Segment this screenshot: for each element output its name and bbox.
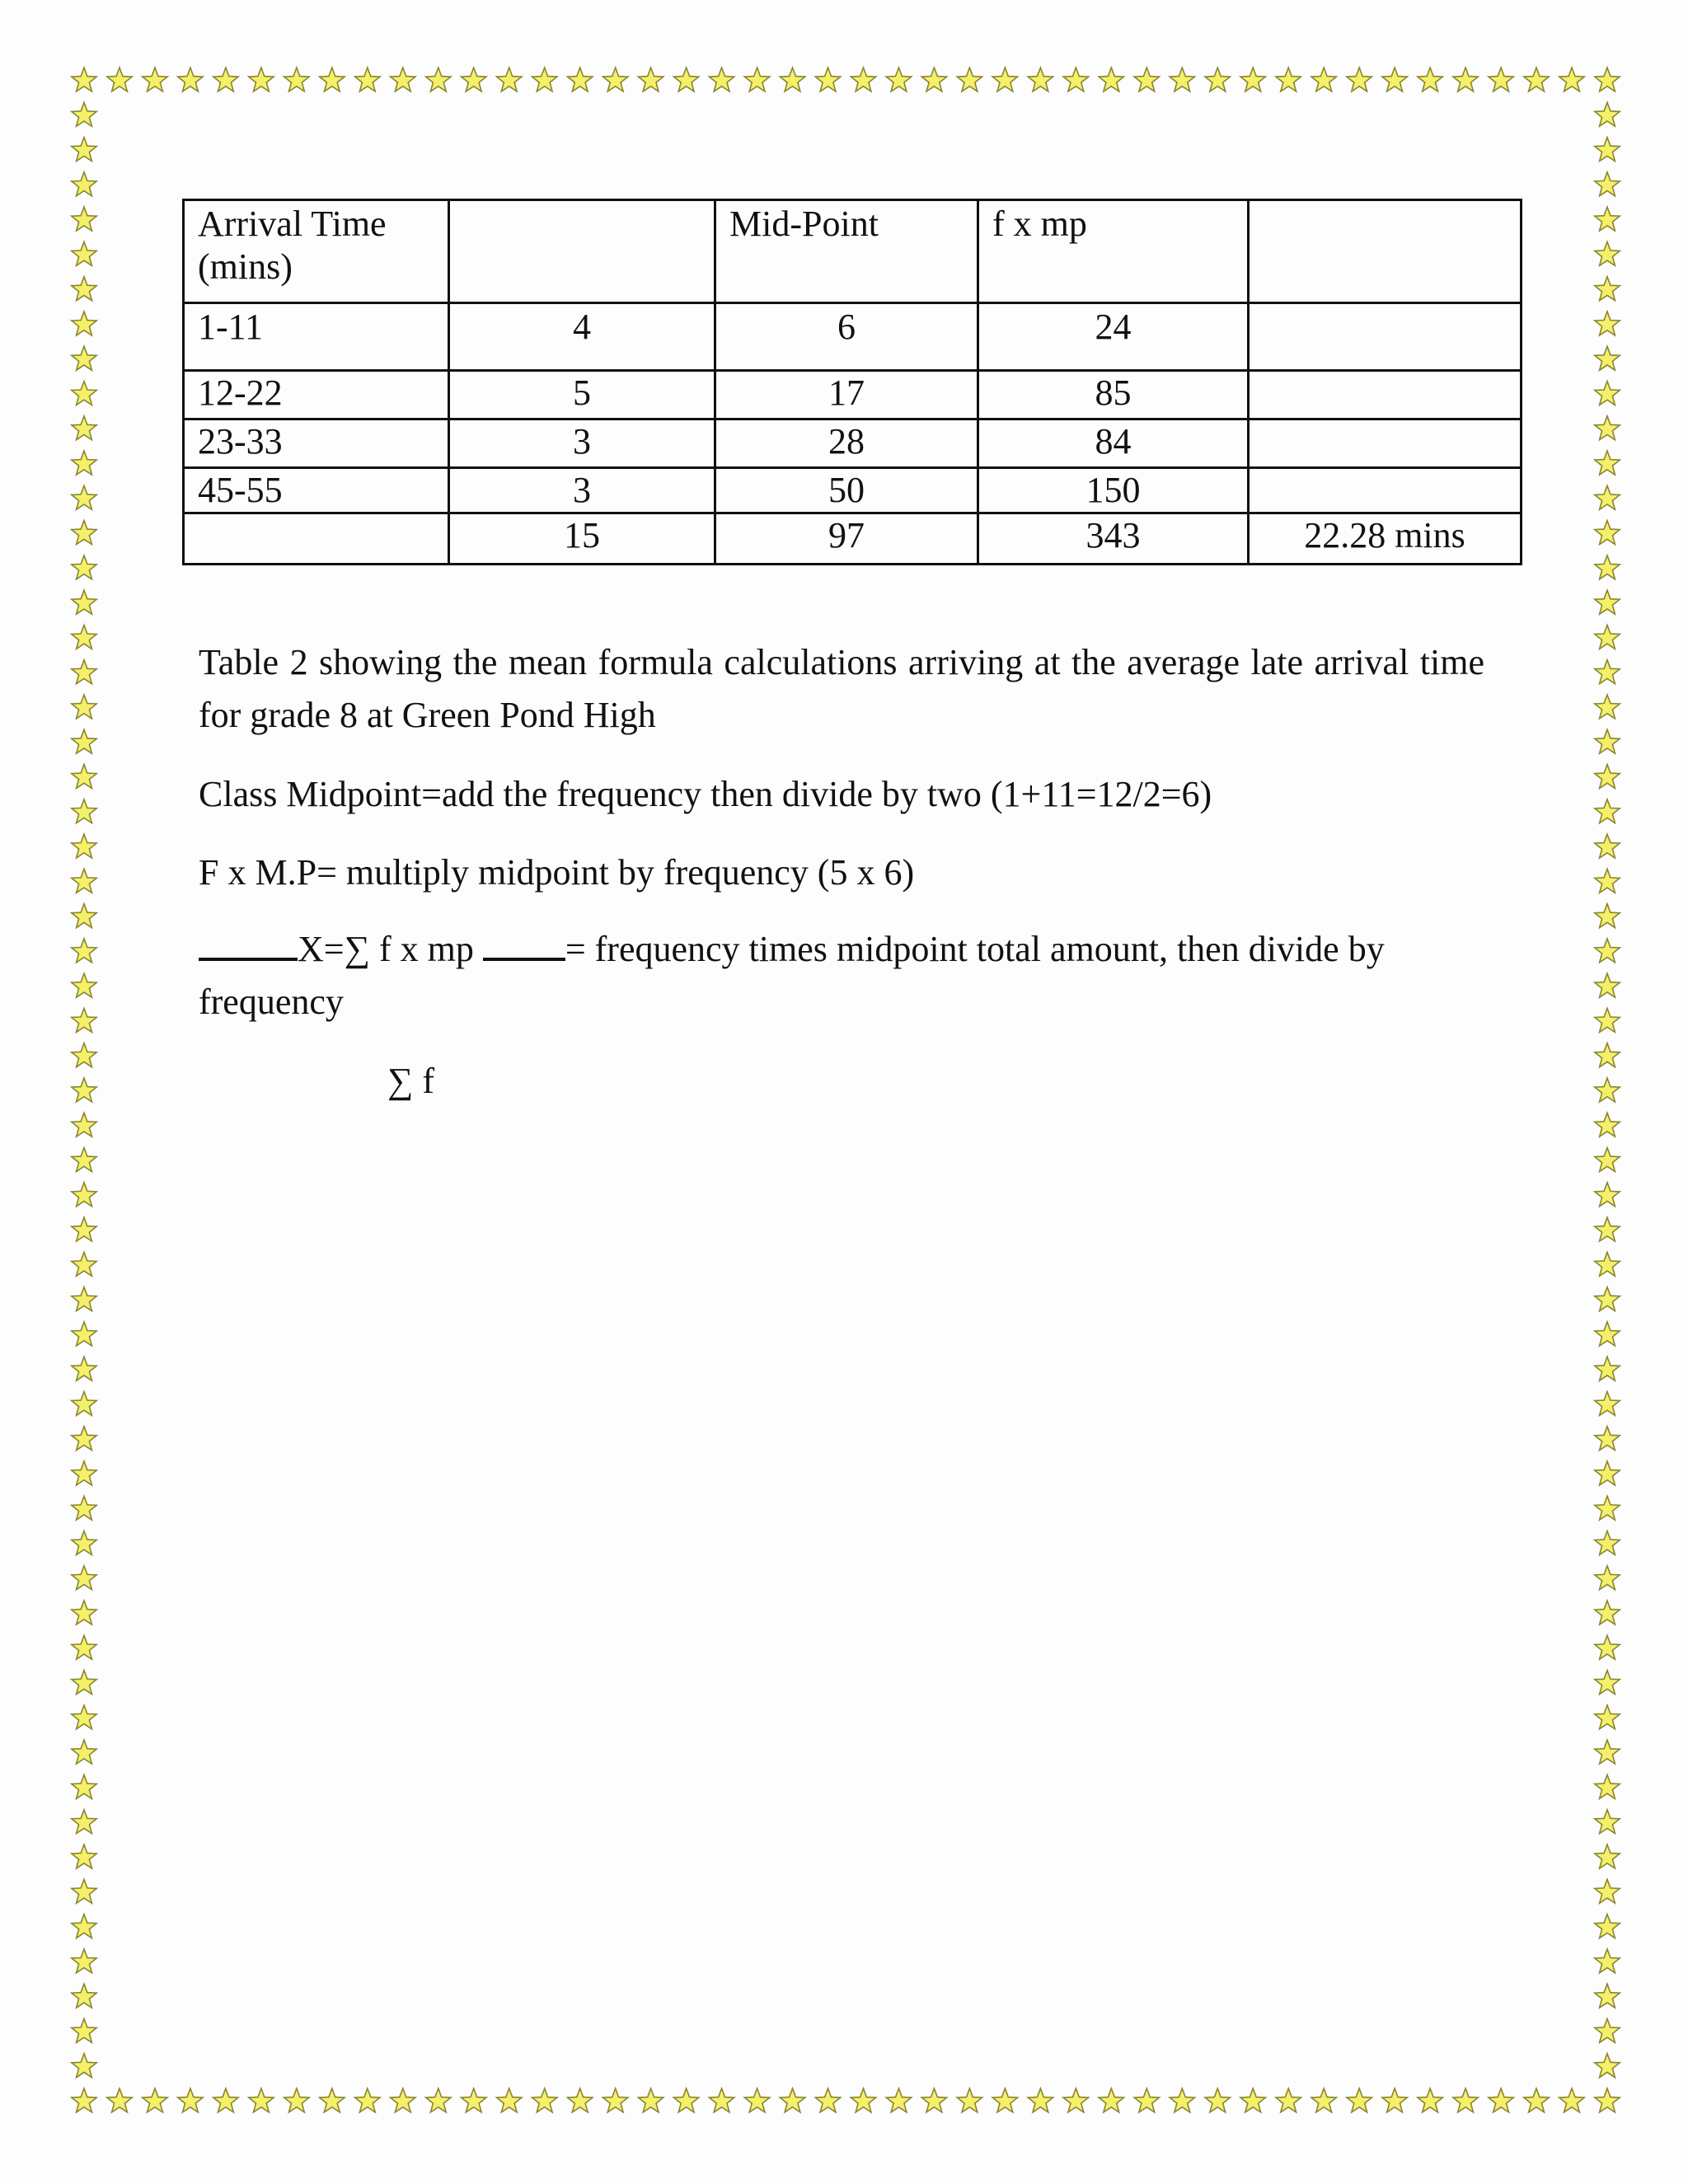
border-star-icon [72, 102, 96, 126]
border-star-icon [72, 1984, 96, 2008]
border-star-icon [1595, 1775, 1620, 1799]
border-star-icon [391, 2088, 415, 2112]
border-star-icon [72, 1183, 96, 1207]
border-star-icon [72, 1461, 96, 1485]
border-star-icon [72, 68, 96, 91]
border-star-icon [249, 2088, 274, 2112]
table-row [184, 371, 1522, 419]
border-star-icon [72, 765, 96, 789]
border-star-icon [1595, 1740, 1620, 1764]
border-star-icon [1595, 939, 1620, 963]
border-star-icon [72, 1496, 96, 1520]
border-star-icon [72, 1287, 96, 1311]
border-star-icon [1595, 1148, 1620, 1172]
border-star-icon [72, 1427, 96, 1451]
border-star-icon [72, 555, 96, 579]
border-star-icon [1595, 1566, 1620, 1590]
border-star-icon [72, 451, 96, 475]
border-star-icon [1595, 1531, 1620, 1555]
formula-continuation: frequency [199, 982, 344, 1022]
border-star-icon [1595, 695, 1620, 719]
border-star-icon [1595, 834, 1620, 858]
cell-f-x-mp: 84 [978, 419, 1249, 468]
border-star-icon [72, 1392, 96, 1416]
border-star-icon [1595, 625, 1620, 649]
border-star-icon [1595, 172, 1620, 196]
border-star-icon [957, 2088, 982, 2112]
border-star-icon [1595, 1601, 1620, 1624]
border-star-icon [1311, 68, 1336, 91]
border-star-icon [780, 2088, 805, 2112]
border-star-icon [1595, 312, 1620, 335]
border-star-icon [1595, 1217, 1620, 1241]
formula-numerator: ∑ f x mp [344, 929, 474, 969]
border-star-icon [1063, 2088, 1089, 2112]
header-frequency [449, 200, 715, 303]
border-star-icon [72, 485, 96, 509]
border-star-icon [72, 660, 96, 684]
cell-frequency-total: 15 [449, 513, 715, 565]
border-star-icon [1205, 68, 1231, 91]
border-star-icon [1595, 1496, 1620, 1520]
cell-frequency: 5 [449, 371, 715, 419]
table-total-row [184, 513, 1522, 565]
cell-f-x-mp: 85 [978, 371, 1249, 419]
border-star-icon [1595, 660, 1620, 684]
border-star-icon [1453, 2088, 1478, 2112]
border-star-icon [497, 2088, 522, 2112]
cell-mean [1249, 303, 1522, 371]
formula-blank [483, 953, 565, 961]
border-star-icon [638, 68, 663, 91]
border-star-icon [673, 68, 698, 91]
border-star-icon [72, 1601, 96, 1624]
border-star-icon [1595, 277, 1620, 301]
border-star-icon [497, 68, 522, 91]
border-star-icon [851, 68, 875, 91]
mean-formula-line [199, 923, 1385, 976]
border-star-icon [107, 68, 132, 91]
border-star-icon [1595, 1078, 1620, 1102]
border-star-icon [780, 68, 805, 91]
border-star-icon [815, 2088, 840, 2112]
header-mean [1249, 200, 1522, 303]
border-star-icon [355, 68, 380, 91]
table-row [184, 419, 1522, 468]
border-star-icon [72, 1879, 96, 1903]
border-star-icon [72, 1357, 96, 1380]
border-star-icon [1595, 590, 1620, 614]
border-star-icon [72, 312, 96, 335]
border-star-icon [1524, 2088, 1550, 2112]
cell-mean [1249, 468, 1522, 513]
border-star-icon [143, 68, 168, 91]
border-star-icon [1063, 68, 1089, 91]
border-star-icon [1595, 1113, 1620, 1137]
border-star-icon [72, 799, 96, 823]
border-star-icon [72, 1810, 96, 1834]
border-star-icon [72, 1252, 96, 1276]
border-star-icon [1418, 2088, 1442, 2112]
border-star-icon [249, 68, 274, 91]
border-star-icon [355, 2088, 380, 2112]
border-star-icon [992, 2088, 1017, 2112]
border-star-icon [1595, 729, 1620, 753]
border-star-icon [72, 1844, 96, 1868]
border-star-icon [1595, 1252, 1620, 1276]
border-star-icon [603, 2088, 628, 2112]
border-star-icon [72, 1740, 96, 1764]
border-star-icon [72, 973, 96, 997]
border-star-icon [1382, 68, 1408, 91]
border-star-icon [1559, 2088, 1584, 2112]
border-star-icon [72, 904, 96, 928]
border-star-icon [72, 521, 96, 545]
border-star-icon [1099, 2088, 1123, 2112]
border-star-icon [1595, 2088, 1620, 2112]
border-star-icon [1595, 102, 1620, 126]
border-star-icon [72, 382, 96, 405]
fxmp-explanation: F x M.P= multiply midpoint by frequency (5 x 6) [199, 852, 915, 893]
border-star-icon [1595, 904, 1620, 928]
border-star-icon [1595, 1844, 1620, 1868]
border-star-icon [72, 1705, 96, 1729]
border-star-icon [603, 68, 628, 91]
header-mid-point: Mid-Point [715, 200, 978, 303]
border-star-icon [72, 172, 96, 196]
border-star-icon [1595, 1183, 1620, 1207]
border-star-icon [1240, 2088, 1265, 2112]
cell-class [184, 513, 449, 565]
border-star-icon [72, 1008, 96, 1032]
border-star-icon [143, 2088, 168, 2112]
border-star-icon [1595, 1810, 1620, 1834]
border-star-icon [320, 2088, 345, 2112]
border-star-icon [1595, 1008, 1620, 1032]
border-star-icon [72, 2018, 96, 2042]
border-star-icon [107, 2088, 132, 2112]
border-star-icon [1205, 2088, 1231, 2112]
border-star-icon [178, 2088, 203, 2112]
border-star-icon [1311, 2088, 1336, 2112]
cell-mid-point: 17 [715, 371, 978, 419]
cell-mid-point: 6 [715, 303, 978, 371]
border-star-icon [921, 68, 947, 91]
border-star-icon [1595, 1287, 1620, 1311]
border-star-icon [72, 1148, 96, 1172]
border-star-icon [532, 2088, 557, 2112]
border-star-icon [213, 2088, 238, 2112]
border-star-icon [426, 68, 451, 91]
border-star-icon [72, 138, 96, 162]
border-star-icon [1595, 1705, 1620, 1729]
border-star-icon [72, 1775, 96, 1799]
border-star-icon [1595, 451, 1620, 475]
border-star-icon [1595, 416, 1620, 440]
border-star-icon [426, 2088, 451, 2112]
border-star-icon [72, 625, 96, 649]
border-star-icon [1595, 765, 1620, 789]
border-star-icon [532, 68, 557, 91]
border-star-icon [744, 2088, 770, 2112]
border-star-icon [709, 68, 734, 91]
border-star-icon [1595, 1357, 1620, 1380]
border-star-icon [320, 68, 345, 91]
cell-f-x-mp: 24 [978, 303, 1249, 371]
border-star-icon [1524, 68, 1550, 91]
border-star-icon [1595, 485, 1620, 509]
border-star-icon [72, 1949, 96, 1973]
border-star-icon [72, 2054, 96, 2078]
border-star-icon [1595, 2054, 1620, 2078]
cell-class: 1-11 [184, 303, 449, 371]
border-star-icon [568, 68, 593, 91]
cell-frequency: 4 [449, 303, 715, 371]
cell-mid-point-total: 97 [715, 513, 978, 565]
border-star-icon [72, 2088, 96, 2112]
border-star-icon [72, 1217, 96, 1241]
border-star-icon [1099, 68, 1123, 91]
table-caption: Table 2 showing the mean formula calculations arriving at the average late arrival time for grade 8 at Green Pond High [199, 642, 1484, 735]
border-star-icon [1595, 346, 1620, 370]
border-star-icon [1559, 68, 1584, 91]
border-star-icon [72, 277, 96, 301]
cell-class: 45-55 [184, 468, 449, 513]
border-star-icon [709, 2088, 734, 2112]
cell-mid-point: 28 [715, 419, 978, 468]
cell-class: 12-22 [184, 371, 449, 419]
border-star-icon [391, 68, 415, 91]
border-star-icon [886, 68, 912, 91]
cell-mean [1249, 419, 1522, 468]
border-star-icon [886, 2088, 912, 2112]
cell-mid-point: 50 [715, 468, 978, 513]
border-star-icon [72, 695, 96, 719]
formula-rhs: = frequency times midpoint total amount, then divide by [565, 929, 1385, 969]
border-star-icon [1595, 2018, 1620, 2042]
border-star-icon [178, 68, 203, 91]
border-star-icon [1595, 1461, 1620, 1485]
border-star-icon [1347, 68, 1372, 91]
border-star-icon [462, 68, 487, 91]
border-star-icon [851, 2088, 875, 2112]
border-star-icon [72, 346, 96, 370]
border-star-icon [1028, 2088, 1053, 2112]
table-header-row [184, 200, 1522, 303]
border-star-icon [1453, 68, 1478, 91]
border-star-icon [72, 1078, 96, 1102]
border-star-icon [72, 1566, 96, 1590]
border-star-icon [1276, 68, 1301, 91]
border-star-icon [72, 1322, 96, 1346]
cell-f-x-mp: 150 [978, 468, 1249, 513]
border-star-icon [1595, 1984, 1620, 2008]
border-star-icon [72, 207, 96, 231]
border-star-icon [1595, 1949, 1620, 1973]
cell-class: 23-33 [184, 419, 449, 468]
border-star-icon [1595, 521, 1620, 545]
border-star-icon [1595, 138, 1620, 162]
border-star-icon [1347, 2088, 1372, 2112]
border-star-icon [638, 2088, 663, 2112]
cell-frequency: 3 [449, 468, 715, 513]
border-star-icon [462, 2088, 487, 2112]
border-star-icon [1595, 1043, 1620, 1067]
border-star-icon [1170, 2088, 1194, 2112]
border-star-icon [72, 1671, 96, 1694]
arrival-time-table [182, 199, 1522, 565]
border-star-icon [1489, 2088, 1513, 2112]
table-row [184, 468, 1522, 513]
border-star-icon [1595, 1915, 1620, 1938]
border-star-icon [1028, 68, 1053, 91]
border-star-icon [1595, 555, 1620, 579]
border-star-icon [1595, 68, 1620, 91]
formula-blank [199, 953, 298, 961]
border-star-icon [1595, 1635, 1620, 1659]
border-star-icon [213, 68, 238, 91]
border-star-icon [1595, 1322, 1620, 1346]
border-star-icon [815, 68, 840, 91]
border-star-icon [1489, 68, 1513, 91]
border-star-icon [72, 1635, 96, 1659]
border-star-icon [1595, 973, 1620, 997]
border-star-icon [72, 1531, 96, 1555]
border-star-icon [72, 241, 96, 265]
border-star-icon [568, 2088, 593, 2112]
cell-mean-result: 22.28 mins [1249, 513, 1522, 565]
border-star-icon [1595, 799, 1620, 823]
border-star-icon [957, 68, 982, 91]
border-star-icon [1276, 2088, 1301, 2112]
border-star-icon [72, 939, 96, 963]
border-star-icon [1595, 1671, 1620, 1694]
border-star-icon [1418, 68, 1442, 91]
border-star-icon [72, 416, 96, 440]
border-star-icon [72, 1043, 96, 1067]
border-star-icon [72, 834, 96, 858]
border-star-icon [72, 729, 96, 753]
border-star-icon [72, 1113, 96, 1137]
border-star-icon [1170, 68, 1194, 91]
border-star-icon [1240, 68, 1265, 91]
border-star-icon [921, 2088, 947, 2112]
border-star-icon [72, 1915, 96, 1938]
cell-f-x-mp-total: 343 [978, 513, 1249, 565]
border-star-icon [284, 2088, 310, 2112]
border-star-icon [72, 590, 96, 614]
formula-denominator: ∑ f [387, 1061, 435, 1101]
cell-frequency: 3 [449, 419, 715, 468]
border-star-icon [72, 869, 96, 893]
border-star-icon [744, 68, 770, 91]
cell-mean [1249, 371, 1522, 419]
border-star-icon [1382, 2088, 1408, 2112]
formula-lhs: X= [298, 929, 345, 969]
border-star-icon [992, 68, 1017, 91]
border-star-icon [1595, 1392, 1620, 1416]
border-star-icon [1595, 241, 1620, 265]
header-arrival-time: Arrival Time (mins) [184, 200, 449, 303]
border-star-icon [673, 2088, 698, 2112]
midpoint-explanation: Class Midpoint=add the frequency then divide by two (1+11=12/2=6) [199, 774, 1212, 814]
border-star-icon [1595, 869, 1620, 893]
border-star-icon [1595, 382, 1620, 405]
border-star-icon [1595, 1879, 1620, 1903]
border-star-icon [1595, 207, 1620, 231]
table-row [184, 303, 1522, 371]
border-star-icon [284, 68, 310, 91]
border-star-icon [1134, 68, 1159, 91]
border-star-icon [1134, 2088, 1159, 2112]
header-f-x-mp: f x mp [978, 200, 1249, 303]
border-star-icon [1595, 1427, 1620, 1451]
